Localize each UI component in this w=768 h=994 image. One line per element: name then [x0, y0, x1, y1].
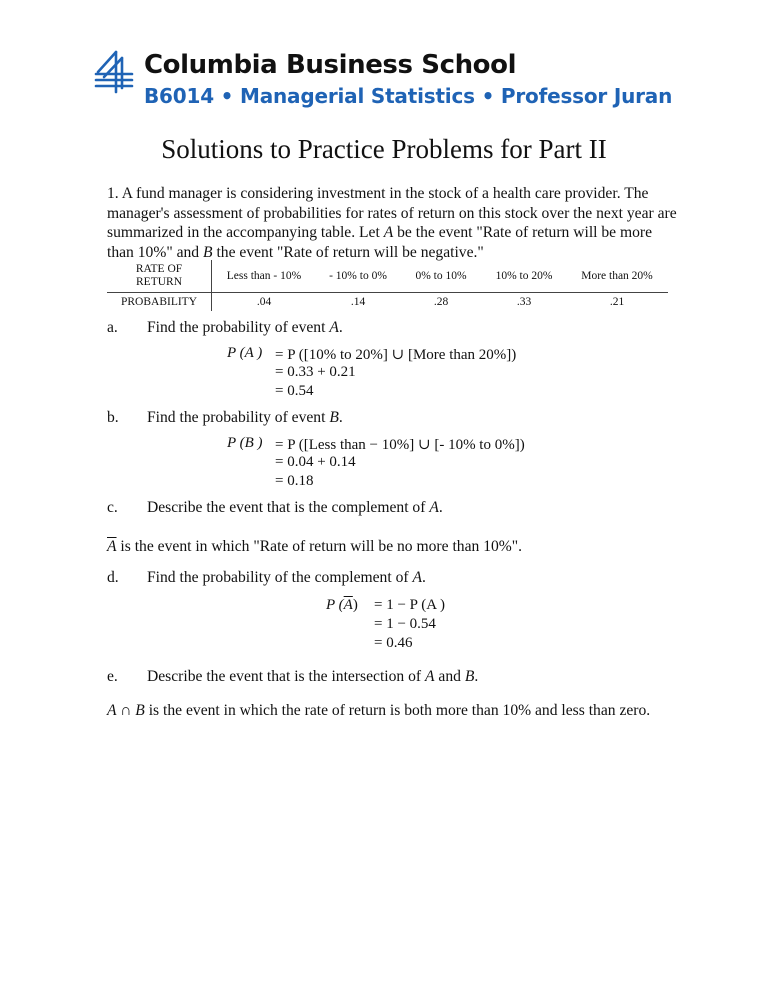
- probability-cell: .33: [482, 293, 566, 312]
- column-header: Less than - 10%: [226, 270, 302, 282]
- column-header: - 10% to 0%: [329, 270, 387, 282]
- probability-cell: .21: [566, 293, 668, 312]
- page-title: Solutions to Practice Problems for Part II: [161, 134, 607, 164]
- probability-cell: .04: [212, 293, 317, 312]
- problem-statement: 1. A fund manager is considering investment in the stock of a health care provider. The manager's assessment of probabilities for rates of return on this stock over the next year are summarized in the accompanying table. Let A be the event "Rate of return will be more than 10%" and B the event "Rate of return will be negative.": [107, 185, 677, 261]
- column-header: More than 20%: [581, 270, 653, 282]
- return-probability-table: [107, 260, 668, 311]
- row-label-rate: RATE OF RETURN: [107, 260, 212, 293]
- page-header: [92, 46, 692, 116]
- part-c-answer: $\overline{A}$ is the event in which "Rate of return will be no more than 10%".: [107, 538, 523, 555]
- school-name: Columbia Business School: [144, 50, 517, 80]
- columbia-crown-logo-icon: [92, 50, 136, 94]
- probability-cell: .28: [400, 293, 482, 312]
- column-header: 0% to 10%: [415, 270, 467, 282]
- part-e-answer: A ∩ B is the event in which the rate of return is both more than 10% and less than zero.: [107, 702, 651, 719]
- row-label-probability: PROBABILITY: [107, 293, 212, 312]
- probability-cell: .14: [316, 293, 400, 312]
- column-header: 10% to 20%: [495, 270, 553, 282]
- course-title: B6014 • Managerial Statistics • Professor Juran: [144, 84, 673, 108]
